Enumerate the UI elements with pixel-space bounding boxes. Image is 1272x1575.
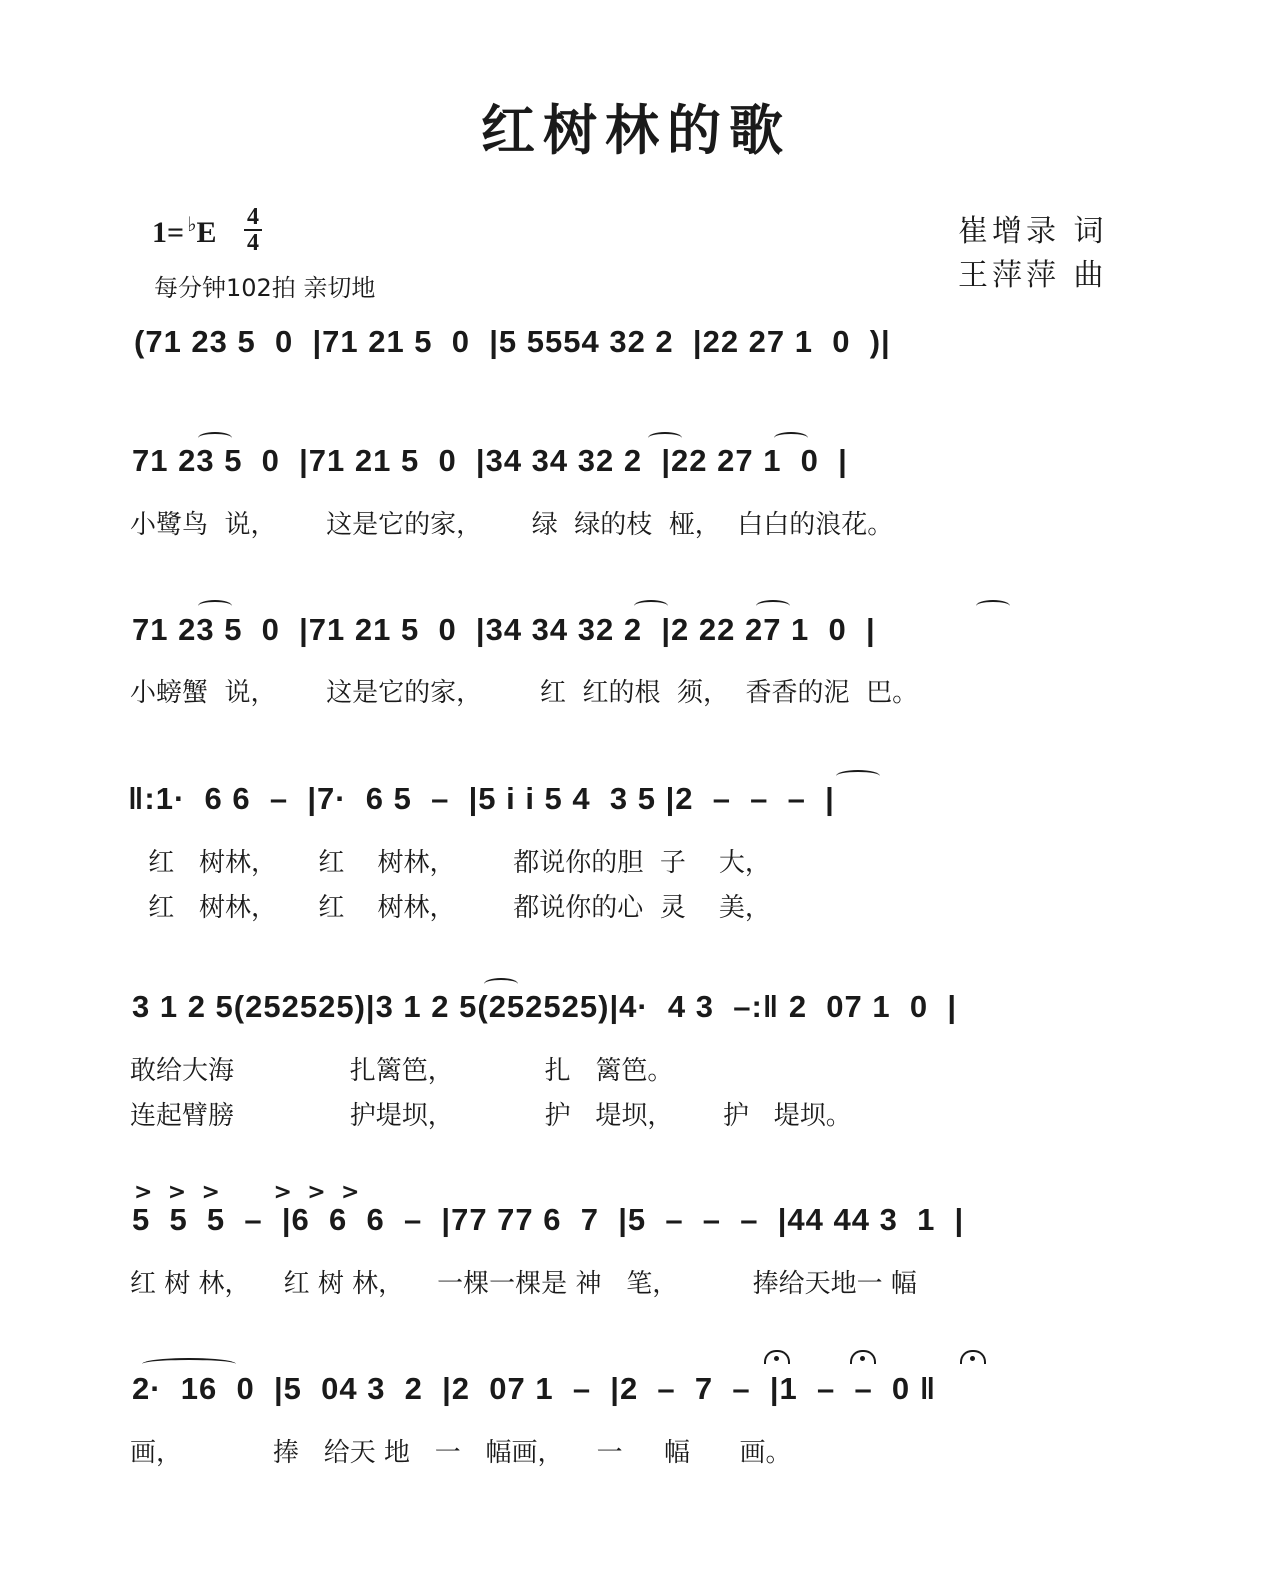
system-3-lyric: 小螃蟹 说， 这是它的家， 红 红的根 须， 香香的泥 巴。 bbox=[130, 678, 919, 708]
time-unit: 4 bbox=[247, 230, 259, 256]
system-7-notes: 2· 16 0 |5 04 3 2 |2 07 1 – |2 – 7 – |1 – – 0 ‖ bbox=[132, 1371, 937, 1406]
time-signature bbox=[244, 206, 262, 254]
fermata-mark bbox=[960, 1350, 986, 1364]
key-note: E bbox=[196, 216, 217, 249]
system-5-lyric-verse-1: 敢给大海 扎篱笆， 扎 篱笆。 bbox=[130, 1056, 674, 1086]
key-signature bbox=[152, 212, 217, 250]
system-4-notes: ‖:1· 6 6 – |7· 6 5 – |5 i i 5 4 3 5 |2 – – – | bbox=[128, 781, 835, 816]
slur-mark bbox=[198, 600, 232, 612]
system-3-notes: 71 23 5 0 |71 21 5 0 |34 34 32 2 |2 22 27 1 0 | bbox=[132, 612, 876, 647]
lyricist-credit: 崔增录 词 bbox=[958, 214, 1108, 249]
system-2-notes: 71 23 5 0 |71 21 5 0 |34 34 32 2 |22 27 1 0 | bbox=[132, 443, 848, 478]
tempo-marking: 每分钟102拍 亲切地 bbox=[154, 274, 376, 302]
system-6-lyric: 红 树 林， 红 树 林， 一棵一棵是 神 笔， 捧给天地一 幅 bbox=[130, 1269, 917, 1299]
system-5-lyric-verse-2: 连起臂膀 护堤坝， 护 堤坝， 护 堤坝。 bbox=[130, 1101, 852, 1131]
system-1-notes: (71 23 5 0 |71 21 5 0 |5 5554 32 2 |22 27 1 0 )| bbox=[134, 324, 891, 359]
slur-mark bbox=[774, 432, 808, 444]
flat-symbol: ♭ bbox=[187, 214, 197, 236]
accent-marks: > > > > > > bbox=[134, 1180, 360, 1205]
slur-mark bbox=[976, 600, 1010, 612]
key-tonic: 1= bbox=[152, 216, 185, 249]
slur-mark bbox=[756, 600, 790, 612]
slur-mark bbox=[142, 1358, 236, 1370]
slur-mark bbox=[634, 600, 668, 612]
slur-mark bbox=[648, 432, 682, 444]
system-6-notes: 5 5 5 – |6 6 6 – |77 77 6 7 |5 – – – |44 44 3 1 | bbox=[132, 1202, 965, 1237]
system-2-lyric: 小鹭鸟 说， 这是它的家， 绿 绿的枝 桠， 白白的浪花。 bbox=[130, 510, 894, 540]
system-4-lyric-verse-2: 红 树林， 红 树林， 都说你的心 灵 美， bbox=[140, 893, 771, 923]
composer-credit: 王萍萍 曲 bbox=[958, 258, 1108, 293]
fermata-mark bbox=[764, 1350, 790, 1364]
system-5-notes: 3 1 2 5(252525)|3 1 2 5(252525)|4· 4 3 –:‖ 2 07 1 0 | bbox=[132, 989, 958, 1024]
slur-mark bbox=[198, 432, 232, 444]
slur-mark bbox=[836, 770, 880, 782]
fermata-mark bbox=[850, 1350, 876, 1364]
system-7-lyric: 画， 捧 给天 地 一 幅画， 一 幅 画。 bbox=[130, 1438, 792, 1468]
time-beats: 4 bbox=[247, 204, 259, 230]
song-title: 红树林的歌 bbox=[481, 98, 791, 162]
slur-mark bbox=[484, 978, 518, 990]
system-4-lyric-verse-1: 红 树林， 红 树林， 都说你的胆 子 大， bbox=[140, 848, 771, 878]
